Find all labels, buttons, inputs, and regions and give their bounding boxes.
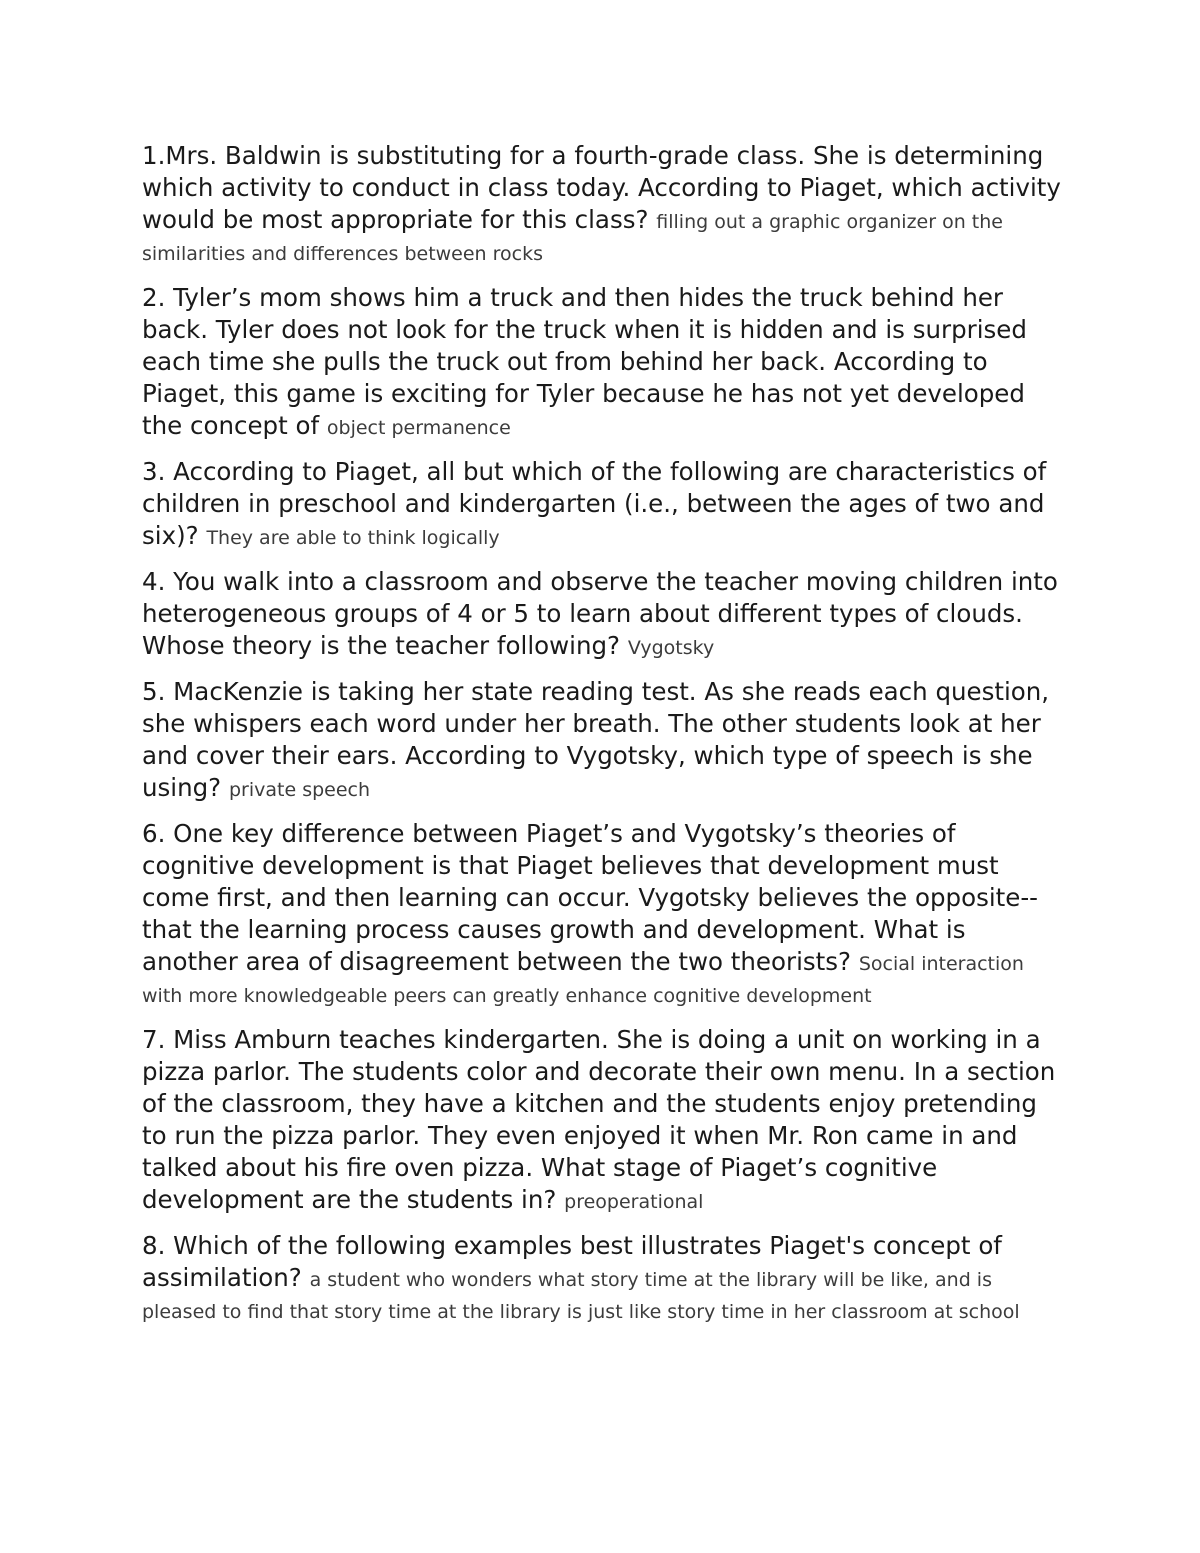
question-8 bbox=[142, 1230, 1067, 1326]
question-5 bbox=[142, 676, 1067, 804]
question-text: 4. You walk into a classroom and observe the teacher moving children into heterogeneous groups of 4 or 5 to learn about different types of clouds. Whose theory is the teacher following? bbox=[142, 567, 1058, 660]
question-4 bbox=[142, 566, 1067, 662]
answer-text: They are able to think logically bbox=[206, 527, 500, 549]
answer-text: Vygotsky bbox=[627, 637, 715, 659]
question-text: 2. Tyler’s mom shows him a truck and then hides the truck behind her back. Tyler does not look for the truck when it is hidden and is surprised each time she pulls the truck out from behind her back. According to Piaget, this game is exciting for Tyler because he has not yet developed the concept of bbox=[142, 283, 1027, 440]
question-text: 8. Which of the following examples best illustrates Piaget's concept of assimilation? bbox=[142, 1231, 1002, 1292]
question-text: 6. One key difference between Piaget’s and Vygotsky’s theories of cognitive development is that Piaget believes that development must come first, and then learning can occur. Vygotsky believes the opposite--that the learning process causes growth and development. What is another area of disagreement between the two theorists? bbox=[142, 819, 1038, 976]
question-text: 7. Miss Amburn teaches kindergarten. She is doing a unit on working in a pizza parlor. The students color and decorate their own menu. In a section of the classroom, they have a kitchen and the students enjoy pretending to run the pizza parlor. They even enjoyed it when Mr. Ron came in and talked about his fire oven pizza. What stage of Piaget’s cognitive development are the students in? bbox=[142, 1025, 1056, 1214]
question-6 bbox=[142, 818, 1067, 1010]
question-2 bbox=[142, 282, 1067, 442]
answer-text: object permanence bbox=[326, 417, 511, 439]
question-text: 5. MacKenzie is taking her state reading test. As she reads each question, she whispers each word under her breath. The other students look at her and cover their ears. According to Vygotsky, which type of speech is she using? bbox=[142, 677, 1050, 802]
answer-text: Social interaction with more knowledgeable peers can greatly enhance cognitive development bbox=[142, 953, 1024, 1007]
question-text: 1.Mrs. Baldwin is substituting for a fourth-grade class. She is determining which activity to conduct in class today. According to Piaget, which activity would be most appropriate for this class? bbox=[142, 141, 1061, 234]
answer-text: private speech bbox=[228, 779, 371, 801]
answer-text: filling out a graphic organizer on the similarities and differences between rocks bbox=[142, 211, 1003, 265]
question-7 bbox=[142, 1024, 1067, 1216]
document-page bbox=[142, 140, 1067, 1340]
question-3 bbox=[142, 456, 1067, 552]
answer-text: a student who wonders what story time at the library will be like, and is pleased to find that story time at the library is just like story time in her classroom at school bbox=[142, 1269, 1020, 1323]
question-1 bbox=[142, 140, 1067, 268]
question-text: 3. According to Piaget, all but which of the following are characteristics of children in preschool and kindergarten (i.e., between the ages of two and six)? bbox=[142, 457, 1047, 550]
answer-text: preoperational bbox=[564, 1191, 704, 1213]
